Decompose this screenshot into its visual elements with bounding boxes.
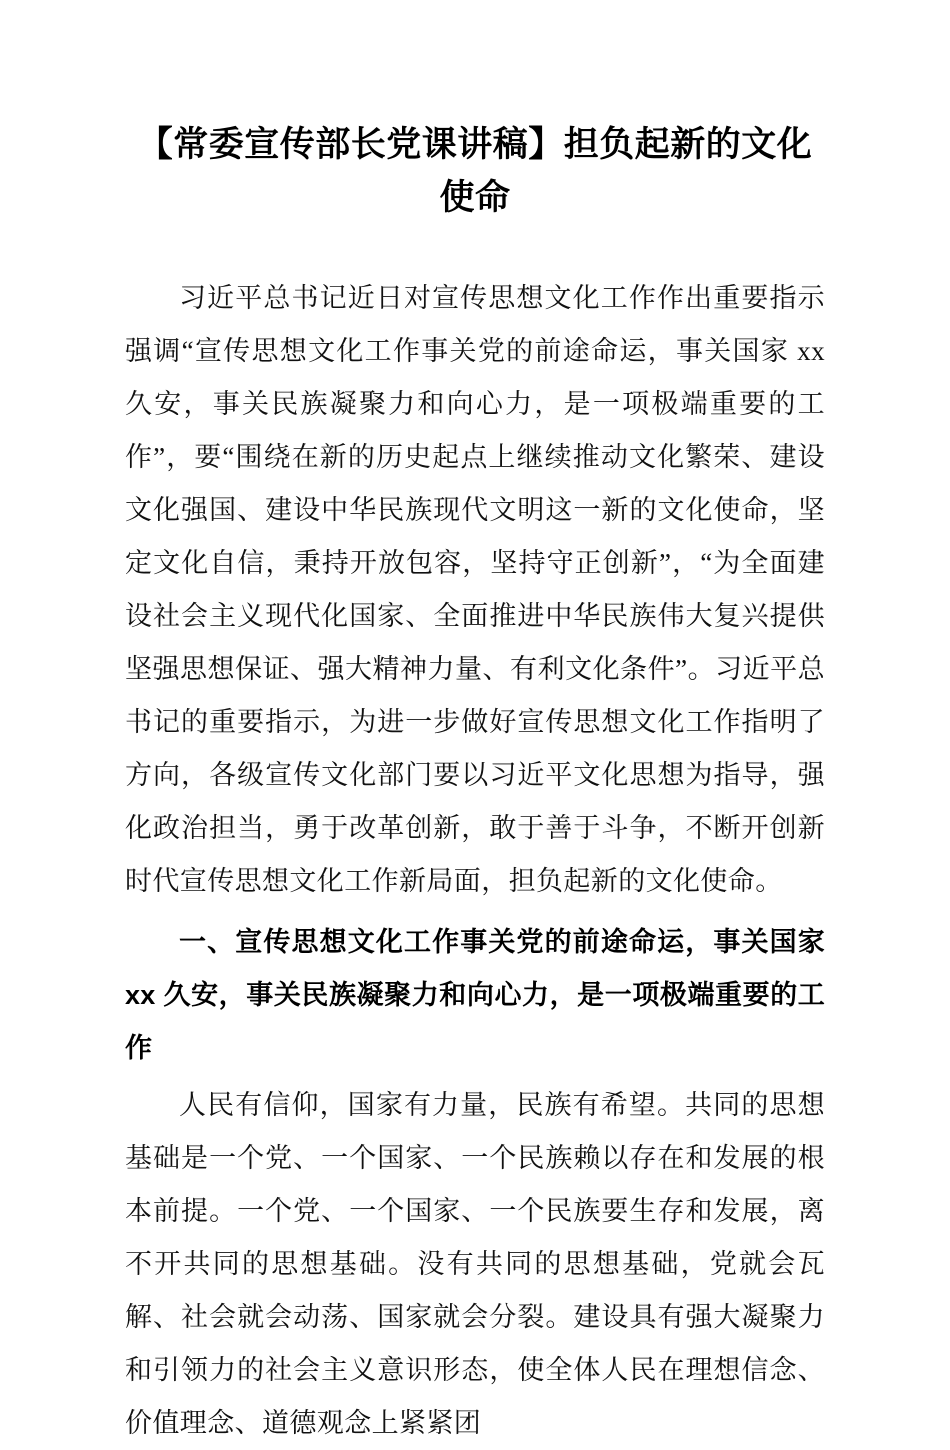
section-heading-one: 一、宣传思想文化工作事关党的前途命运，事关国家 xx 久安，事关民族凝聚力和向心力，是一项极端重要的工作	[125, 927, 825, 1063]
section-one-paragraph: 人民有信仰，国家有力量，民族有希望。共同的思想基础是一个党、一个国家、一个民族赖以存在和发展的根本前提。一个党、一个国家、一个民族要生存和发展，离不开共同的思想基础。没有共同的思想基础，党就会瓦解、社会就会动荡、国家就会分裂。建设具有强大凝聚力和引领力的社会主义意识形态，使全体人民在理想信念、价值理念、道德观念上紧紧团	[125, 1090, 825, 1438]
document-title: 【常委宣传部长党课讲稿】担负起新的文化使命	[137, 125, 813, 217]
document-body	[125, 224, 825, 1450]
intro-paragraph: 习近平总书记近日对宣传思想文化工作作出重要指示强调“宣传思想文化工作事关党的前途命运，事关国家 xx 久安，事关民族凝聚力和向心力，是一项极端重要的工作”，要“围绕在新的历史起点上继续推动文化繁荣、建设文化强国、建设中华民族现代文明这一新的文化使命，坚定文化自信，秉持开放包容，坚持守正创新”，“为全面建设社会主义现代化国家、全面推进中华民族伟大复兴提供坚强思想保证、强大精神力量、有利文化条件”。习近平总书记的重要指示，为进一步做好宣传思想文化工作指明了方向，各级宣传文化部门要以习近平文化思想为指导，强化政治担当，勇于改革创新，敢于善于斗争，不断开创新时代宣传思想文化工作新局面，担负起新的文化使命。	[125, 283, 825, 896]
